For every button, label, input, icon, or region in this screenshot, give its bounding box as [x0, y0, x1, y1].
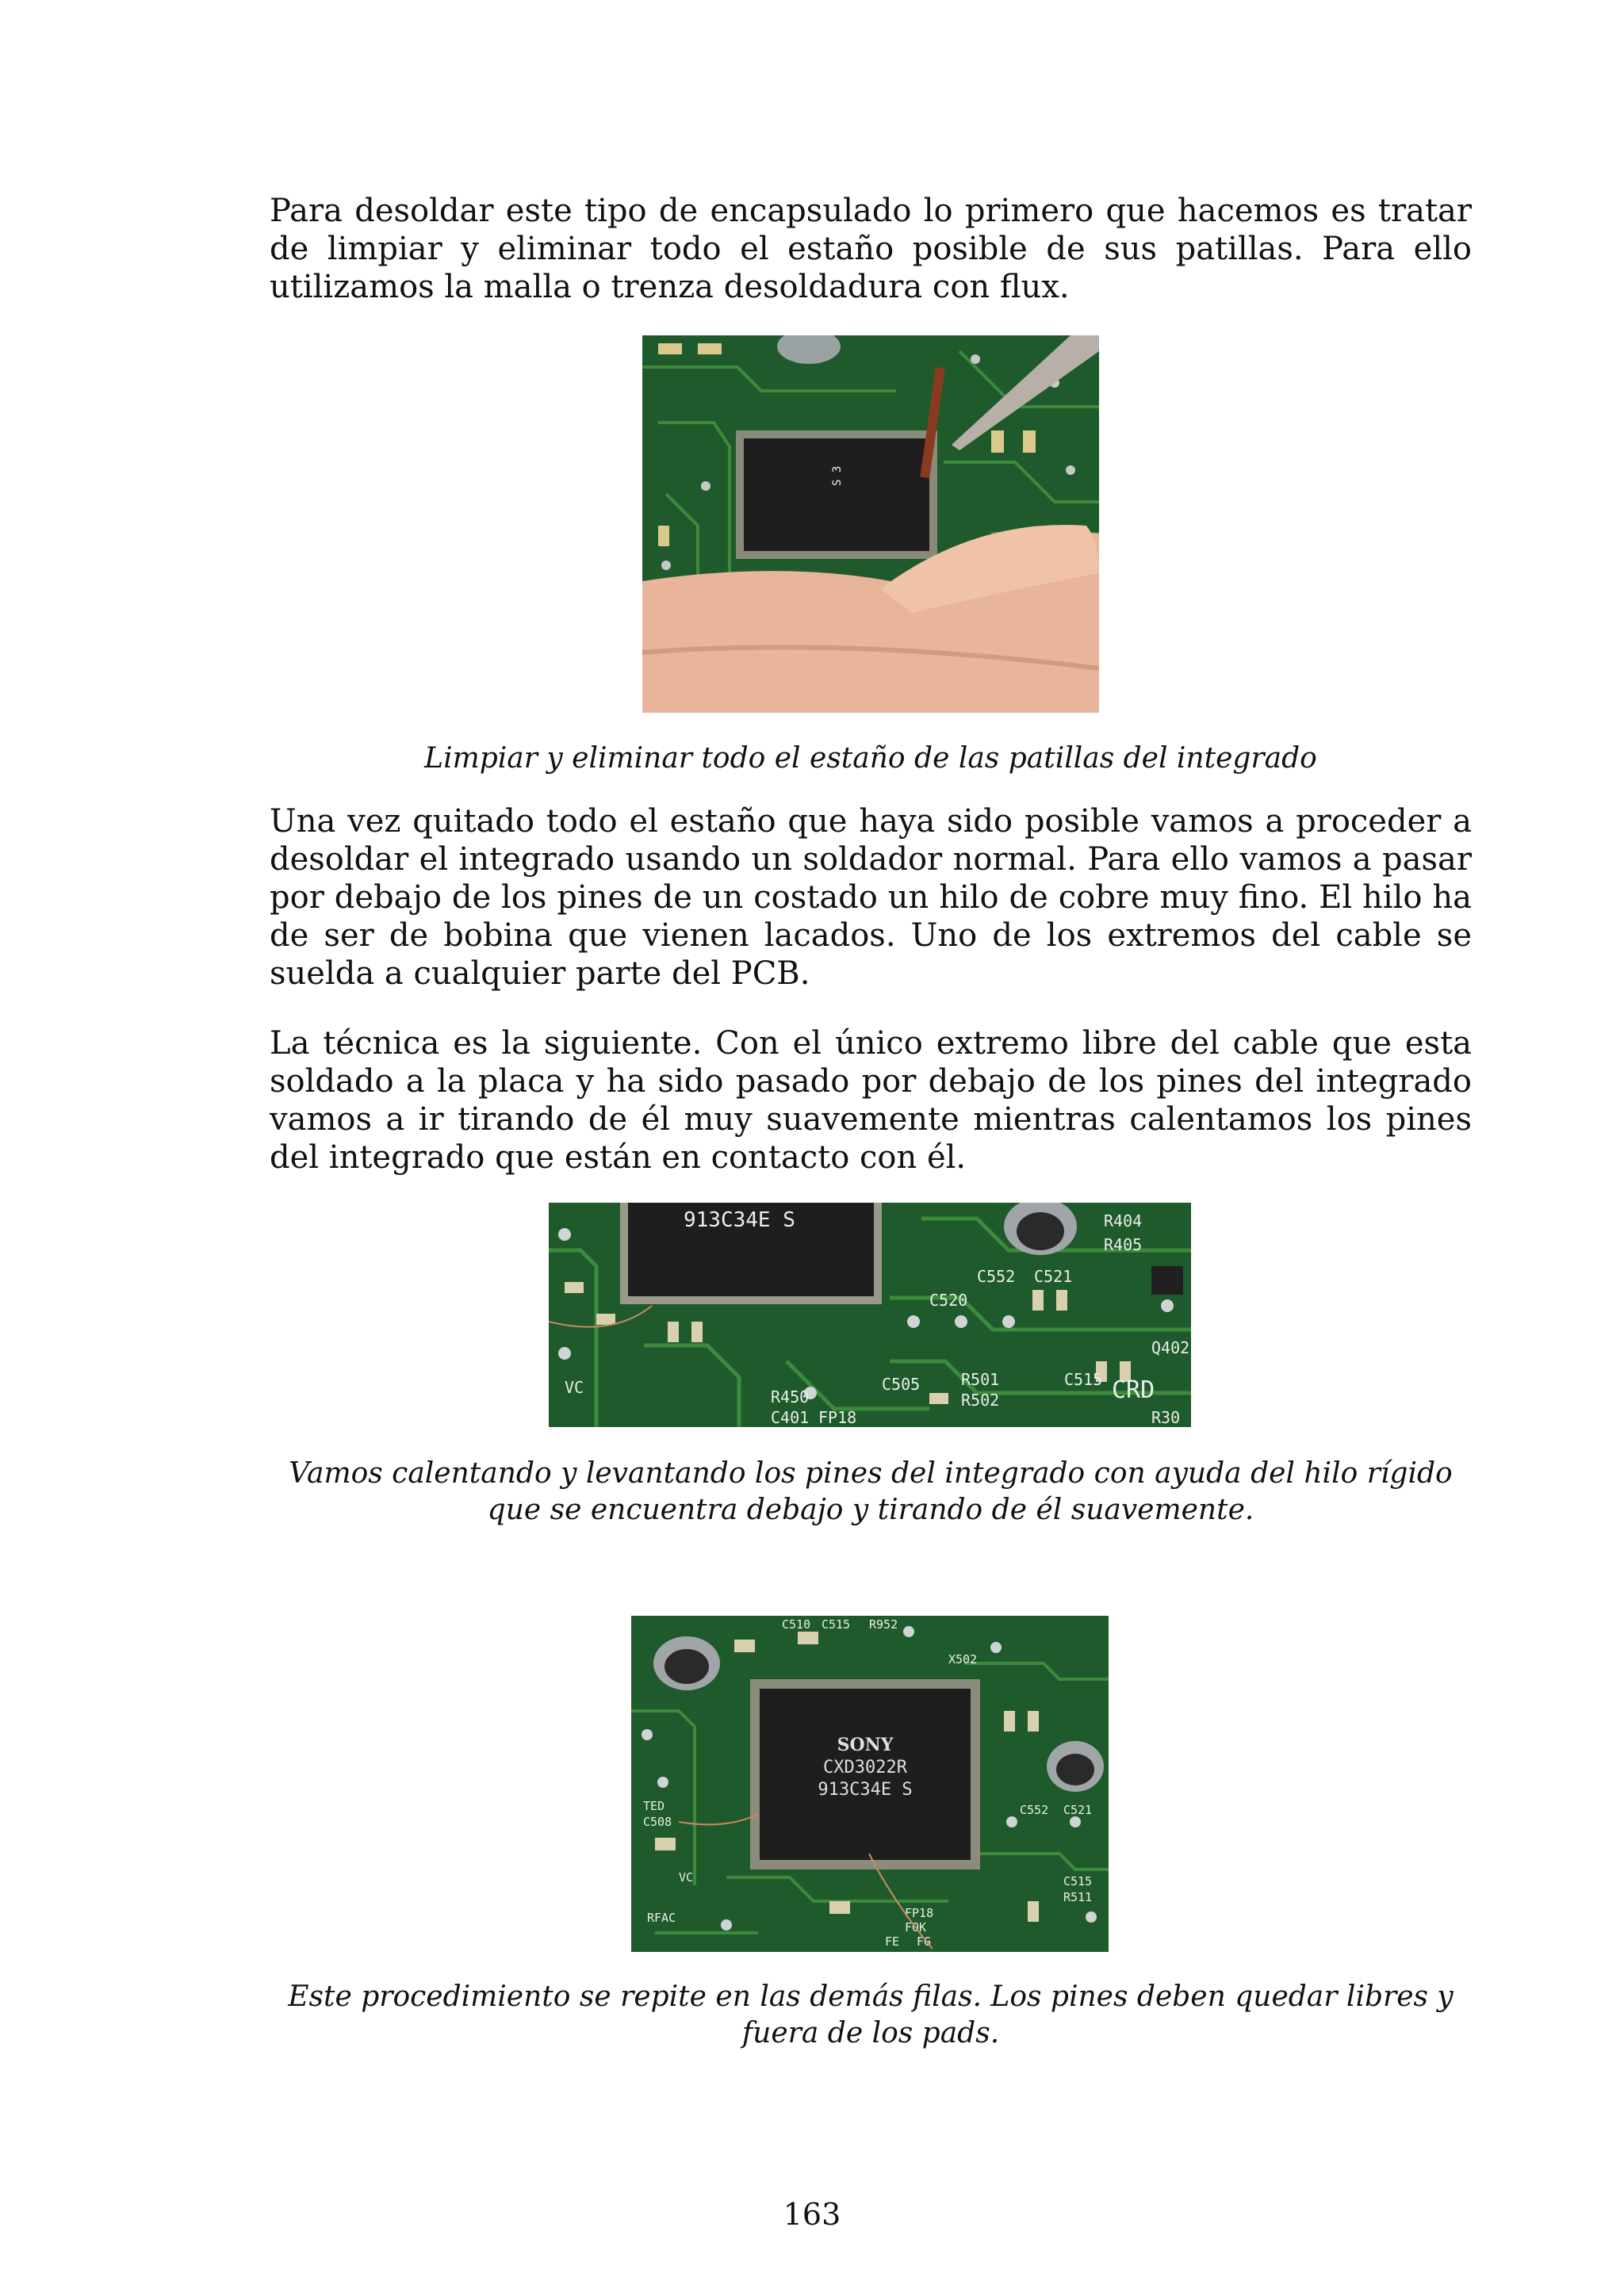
figure-caption: Vamos calentando y levantando los pines del integrado con ayuda del hilo rígido que se encuentra debajo y tirando de él suavemente. — [289, 1457, 1453, 1526]
paragraph-desoldar-process: Una vez quitado todo el estaño que haya sido posible vamos a proceder a desoldar el integrado usando un soldador normal. Para ello vamos a pasar por debajo de los pines de un costado un hilo de cobre muy fino. El hilo ha de ser de bobina que vienen lacados. Uno de los extremos del cable se suelda a cualquier parte del PCB. — [270, 803, 1472, 992]
pcb-label: R450 — [771, 1387, 810, 1406]
pcb-label: C521 — [1063, 1803, 1093, 1817]
pcb-label: R404 — [1104, 1211, 1143, 1230]
pcb-label: C515 — [1064, 1370, 1103, 1389]
page-number: 163 — [783, 2197, 841, 2232]
pcb-label: C508 — [643, 1815, 672, 1829]
pcb-label: C401 — [771, 1408, 810, 1427]
pcb-label: TED — [643, 1799, 665, 1813]
figure-caption: Este procedimiento se repite en las demás filas. Los pines deben quedar libres y fuera de los pads. — [288, 1980, 1454, 2049]
paragraph-technique: La técnica es la siguiente. Con el único extremo libre del cable que esta soldado a la placa y ha sido pasado por debajo de los pines del integrado vamos a ir tirando de él muy suavemente mientras calentamos los pines del integrado que están en contacto con él. — [270, 1025, 1472, 1176]
pcb-label: FP18 — [818, 1408, 857, 1427]
pcb-label: R405 — [1104, 1235, 1143, 1254]
pcb-label: C552 — [977, 1267, 1016, 1286]
chip-marking-label: 913C34E S — [684, 1208, 795, 1232]
pcb-label: R501 — [961, 1370, 1000, 1389]
photo-chip-overview — [631, 1616, 1109, 1952]
pcb-label: RFAC — [647, 1911, 676, 1925]
chip-marking-label: 913C34E S — [818, 1780, 913, 1800]
pcb-label: FG — [917, 1934, 932, 1949]
pcb-label: C520 — [929, 1291, 968, 1310]
paragraph-desoldar-intro: Para desoldar este tipo de encapsulado lo primero que hacemos es tratar de limpiar y eliminar todo el estaño posible de sus patillas. Para ello utilizamos la malla o trenza desoldadura con flux. — [270, 193, 1472, 305]
pcb-label: R502 — [961, 1391, 1000, 1410]
pcb-label: Q402 — [1151, 1338, 1190, 1357]
pcb-label: R511 — [1063, 1890, 1093, 1904]
pcb-label: C505 — [882, 1375, 921, 1394]
pcb-label: VC — [565, 1378, 584, 1397]
photo-pins-lifting — [549, 1203, 1191, 1427]
pcb-label: C515 — [822, 1617, 851, 1632]
svg-text:S 3: S 3 — [831, 465, 844, 486]
pcb-label: X502 — [948, 1652, 978, 1667]
photo-desoldering-braid — [642, 335, 1099, 713]
chip-model-label: CXD3022R — [823, 1758, 907, 1777]
figure-caption: Limpiar y eliminar todo el estaño de las patillas del integrado — [424, 742, 1317, 775]
pcb-label: C521 — [1034, 1267, 1073, 1286]
pcb-label: CRD — [1112, 1376, 1155, 1404]
pcb-label: R952 — [869, 1617, 898, 1632]
pcb-label: FP18 — [905, 1906, 934, 1920]
pcb-label: C552 — [1020, 1803, 1049, 1817]
chip-brand-label: SONY — [837, 1735, 894, 1755]
pcb-label: FOK — [905, 1920, 927, 1934]
pcb-label: C510 — [782, 1617, 811, 1632]
pcb-label: R30 — [1151, 1408, 1181, 1427]
pcb-label: VC — [679, 1870, 694, 1885]
pcb-label: C515 — [1063, 1874, 1093, 1888]
pcb-label: FE — [885, 1934, 900, 1949]
